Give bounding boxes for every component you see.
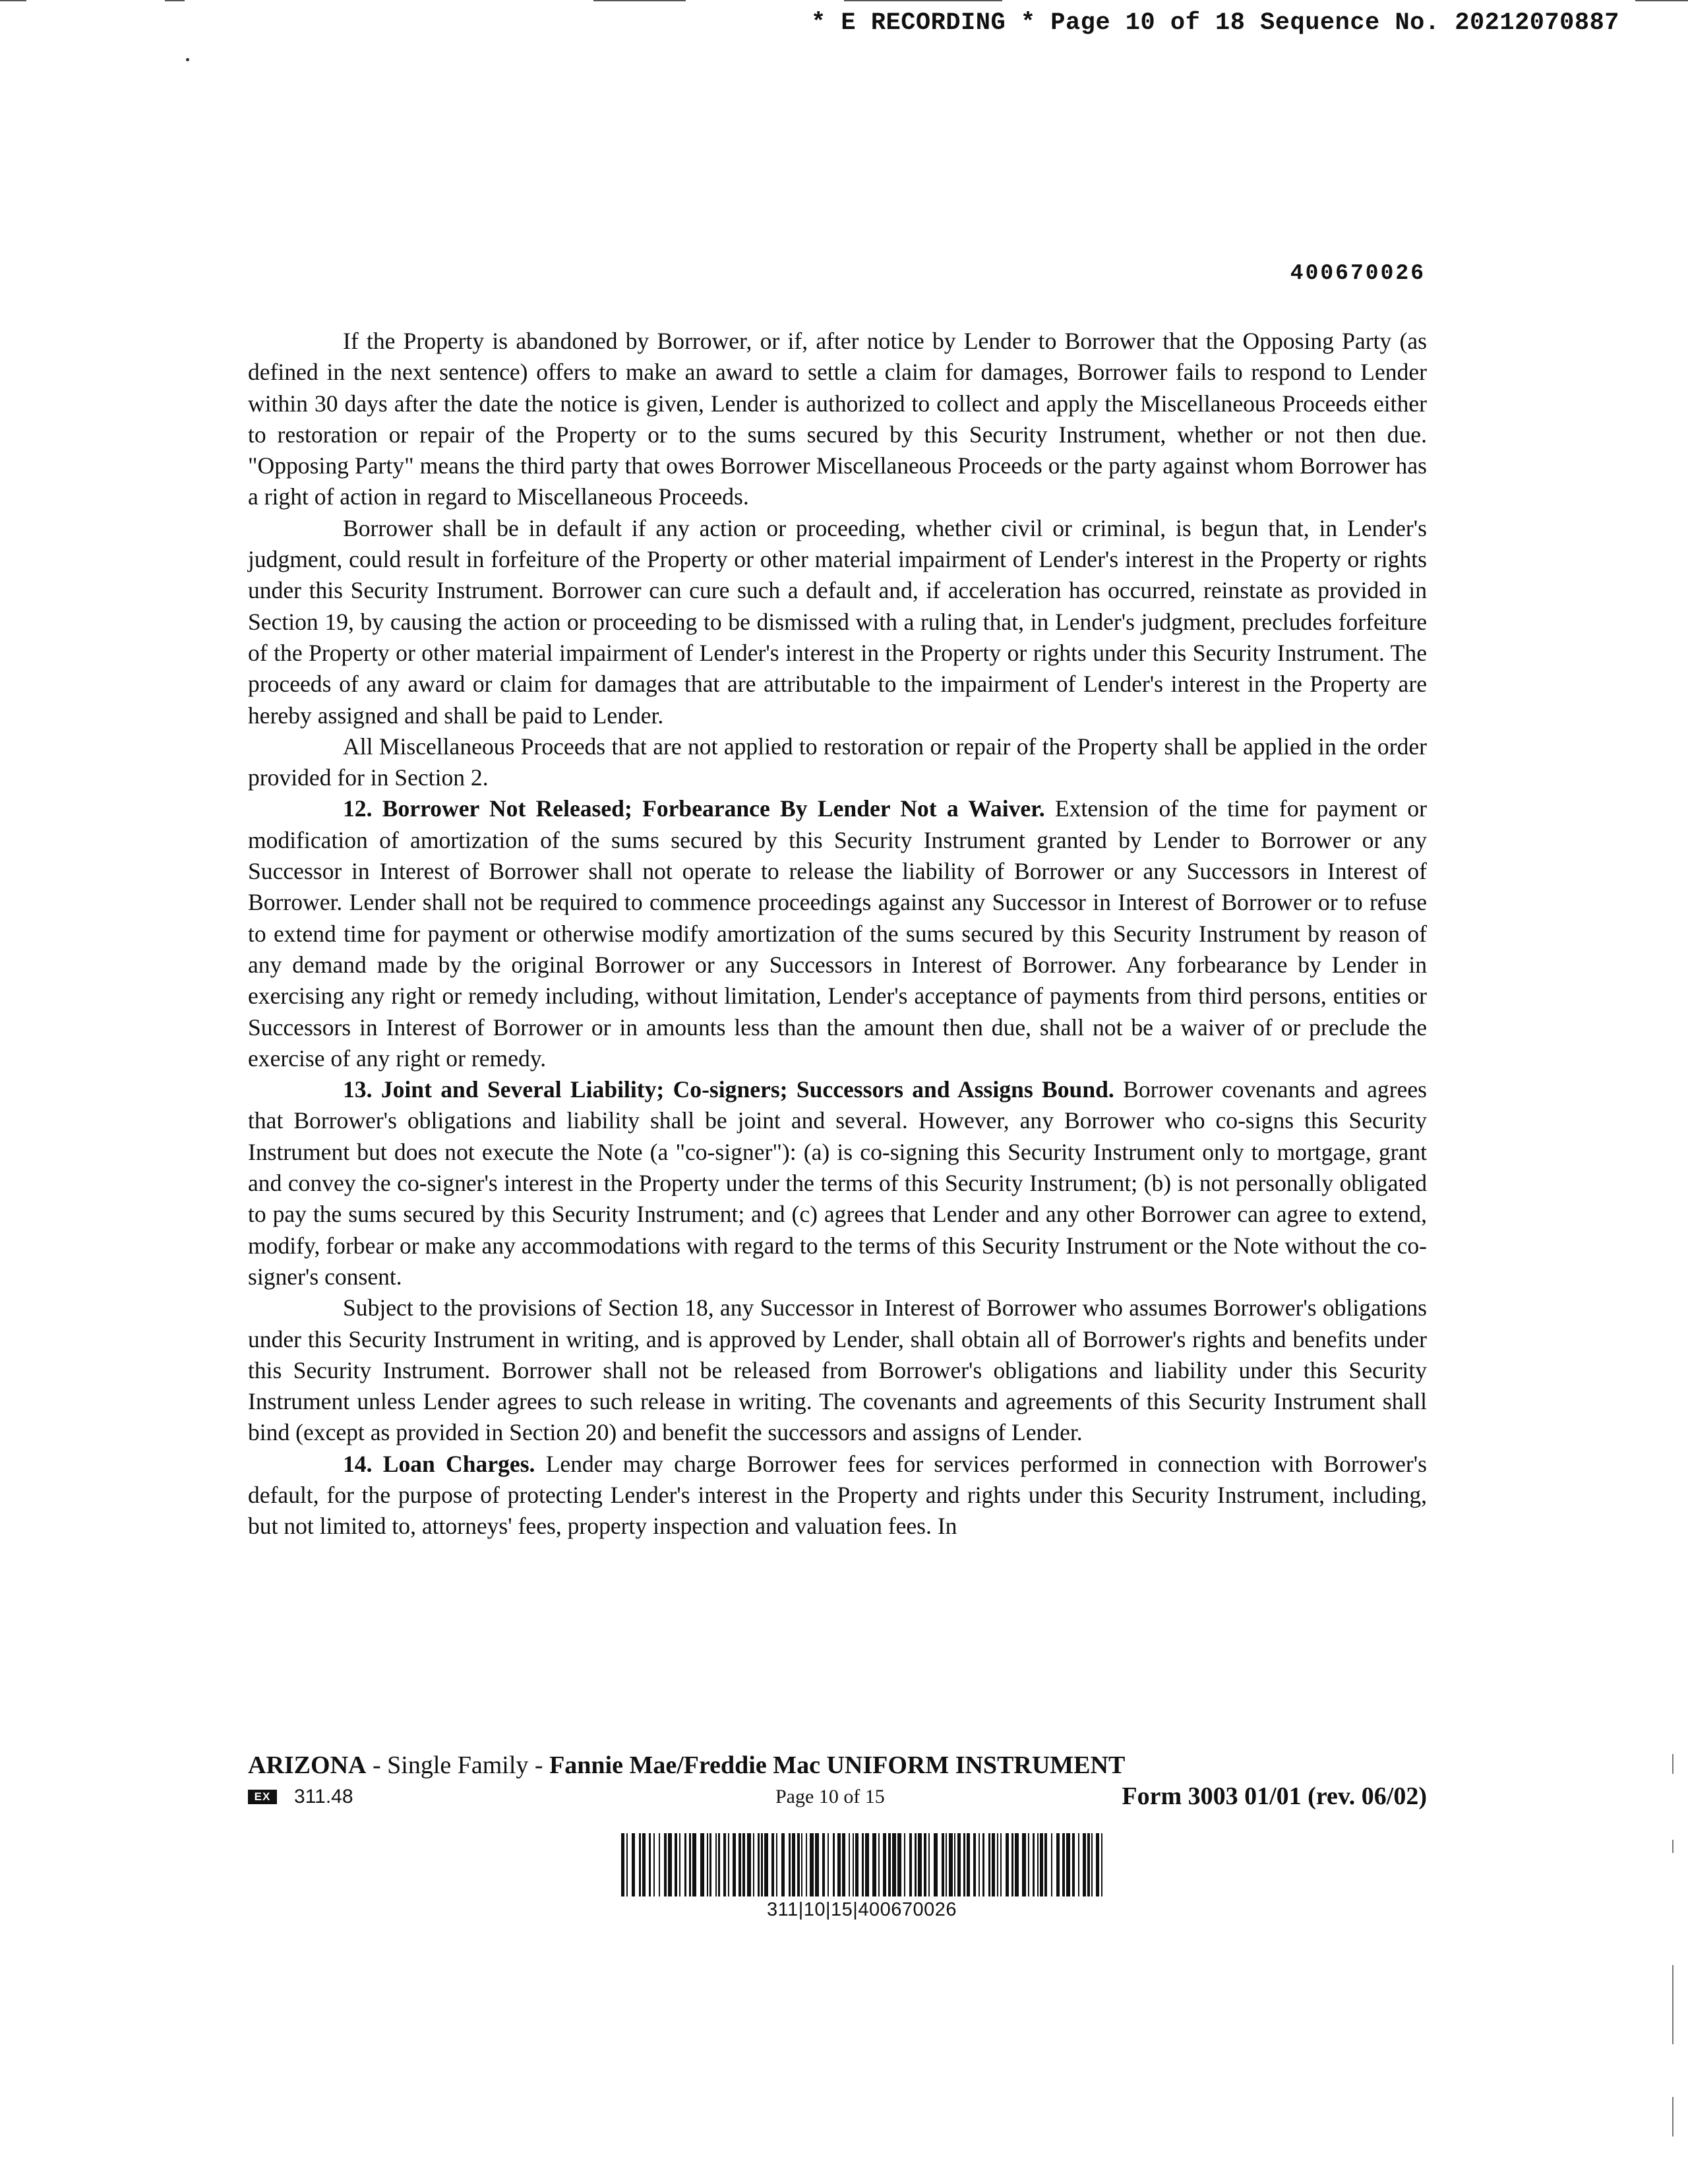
barcode-bar [853, 1833, 854, 1896]
barcode-bar [642, 1833, 646, 1896]
barcode-bar [781, 1833, 785, 1896]
barcode-bar [1101, 1833, 1102, 1896]
scan-speck [186, 58, 189, 61]
barcode-bar [1015, 1833, 1019, 1896]
barcode-bar [649, 1833, 651, 1896]
barcode-bar [753, 1833, 754, 1896]
barcode-bar [1056, 1833, 1060, 1896]
barcode-bar [715, 1833, 717, 1896]
barcode-bar [718, 1833, 720, 1896]
barcode-bar [758, 1833, 760, 1896]
barcode-bar [855, 1833, 859, 1896]
scan-artifact-line [1635, 0, 1688, 1]
paragraph-text: Lender may charge Borrower fees for services performed in connection with Borrower's default, for the purpose of protecting Lender's interest in the Property and rights under this Security Instrument, including, but not limited to, attorneys' fees, property inspection and valuation fees. In [248, 1450, 1428, 1540]
paragraph [248, 513, 1427, 731]
ex-logo: EX [248, 1790, 277, 1804]
barcode-bar [776, 1833, 777, 1896]
barcode-bar [789, 1833, 791, 1896]
paragraph-text: If the Property is abandoned by Borrower, or if, after notice by Lender to Borrower that the Opposing Party (as defined in the next sentence) offers to make an award to settle a claim for damages, Borrower fails to respond to Lender within 30 days after the date the notice is given, Lender is authorized to collect and apply the Miscellaneous Proceeds either to restoration or repair of the Property or to the sums secured by this Security Instrument, whether or not then due. "Opposing Party" means the third party that owes Borrower Miscellaneous Proceeds or the party against whom Borrower has a right of action in regard to Miscellaneous Proceeds. [248, 328, 1427, 510]
barcode-bar [792, 1833, 795, 1896]
footer-title [248, 1750, 1427, 1780]
barcode-bar [626, 1833, 628, 1896]
barcode-bar [897, 1833, 901, 1896]
section-heading: 12. Borrower Not Released; Forbearance By Lender Not a Waiver. [343, 795, 1045, 822]
barcode-bar [865, 1833, 869, 1896]
barcode-bar [747, 1833, 751, 1896]
barcode-bar [1000, 1833, 1002, 1896]
barcode-bar [1062, 1833, 1065, 1896]
barcode-bar [1096, 1833, 1099, 1896]
scan-artifact-mark [1672, 1965, 1673, 2044]
page-number: Page 10 of 15 [775, 1786, 885, 1807]
barcode-bar [1040, 1833, 1043, 1896]
paragraph [248, 1292, 1427, 1448]
section-heading: 13. Joint and Several Liability; Co-signers; Successors and Assigns Bound. [343, 1076, 1114, 1103]
barcode-bar [954, 1833, 955, 1896]
barcode-bar [679, 1833, 680, 1896]
barcode-bar [810, 1833, 814, 1896]
paragraph [248, 326, 1427, 513]
barcode-bar [738, 1833, 741, 1896]
scan-artifact-mark [1672, 1840, 1673, 1853]
barcode-bar [997, 1833, 998, 1896]
scan-artifact-line [844, 0, 1002, 1]
barcode-bar [668, 1833, 672, 1896]
paragraph [248, 1074, 1427, 1292]
barcode-bar [1087, 1833, 1090, 1896]
barcode-bar [828, 1833, 829, 1896]
barcode-bar [862, 1833, 864, 1896]
barcode-bar [664, 1833, 667, 1896]
barcode-bar [700, 1833, 704, 1896]
barcode-bar [967, 1833, 970, 1896]
barcode-bar [822, 1833, 825, 1896]
barcode-bar [707, 1833, 708, 1896]
loan-number: 400670026 [1290, 261, 1426, 286]
barcode-bar [639, 1833, 641, 1896]
recording-stamp: * E RECORDING * Page 10 of 18 Sequence No. 20212070887 [811, 9, 1619, 37]
barcode-bar [771, 1833, 774, 1896]
barcode-bar [1083, 1833, 1086, 1896]
barcode-bar [942, 1833, 944, 1896]
barcode-bar [1033, 1833, 1035, 1896]
barcode-bar [946, 1833, 947, 1896]
barcode-bar [988, 1833, 990, 1896]
barcode-bar [1091, 1833, 1093, 1896]
barcode-bar [684, 1833, 686, 1896]
barcode-bar [709, 1833, 711, 1896]
scan-artifact-mark [1672, 1754, 1673, 1774]
barcode-bar [837, 1833, 841, 1896]
barcode-bar [621, 1833, 624, 1896]
barcode-bar [992, 1833, 995, 1896]
barcode-bar [878, 1833, 880, 1896]
barcode-bar [904, 1833, 905, 1896]
barcode-bar [723, 1833, 726, 1896]
barcode-bar [1022, 1833, 1026, 1896]
barcode-bar [1006, 1833, 1009, 1896]
barcode-bar [728, 1833, 729, 1896]
barcode-bar [764, 1833, 768, 1896]
footer-separator: - Single Family - [366, 1751, 550, 1779]
form-footer [248, 1750, 1427, 1812]
form-code: 311.48 [294, 1786, 353, 1807]
barcode-bar [883, 1833, 886, 1896]
barcode-bar [963, 1833, 965, 1896]
scan-artifact-mark [1672, 2097, 1673, 2137]
barcode-bar [842, 1833, 845, 1896]
barcode-bar [675, 1833, 677, 1896]
paragraph-text: All Miscellaneous Proceeds that are not applied to restoration or repair of the Property shall be applied in the order provided for in Section 2. [248, 733, 1427, 791]
barcode-bar [924, 1833, 926, 1896]
barcode-bar [1011, 1833, 1013, 1896]
barcode-bar [872, 1833, 876, 1896]
barcode-bar [659, 1833, 660, 1896]
paragraph-text: Borrower covenants and agrees that Borrower's obligations and liability shall be joint and several. However, any Borrower who co-signs this Security Instrument but does not execute the Note (a "co-signer"): (a) is co-signing this Security Instrument only to mortgage, grant and convey the co-signer's interest in the Property under the terms of this Security Instrument; (b) is not personally obligated to pay the sums secured by this Security Instrument; and (c) agrees that Lender and any other Borrower can agree to extend, modify, forbear or make any accommodations with regard to the terms of this Security Instrument or the Note without the co-signer's consent. [248, 1076, 1428, 1290]
barcode-bar [849, 1833, 850, 1896]
barcode-bar [949, 1833, 953, 1896]
barcode-bar [806, 1833, 807, 1896]
paragraph [248, 1449, 1427, 1542]
barcode [621, 1833, 1102, 1921]
barcode-bar [979, 1833, 980, 1896]
barcode-bar [815, 1833, 819, 1896]
footer-issuer: Fannie Mae/Freddie Mac UNIFORM INSTRUMENT [549, 1751, 1126, 1779]
barcode-bar [892, 1833, 896, 1896]
barcode-bar [833, 1833, 835, 1896]
barcode-bar [742, 1833, 745, 1896]
barcode-bar [1066, 1833, 1070, 1896]
barcode-bar [918, 1833, 922, 1896]
barcode-bar [1051, 1833, 1052, 1896]
scan-artifact-line [0, 0, 26, 1]
barcode-bar [733, 1833, 736, 1896]
footer-meta [248, 1782, 1427, 1812]
barcode-text: 311|10|15|400670026 [766, 1899, 957, 1920]
barcode-bar [982, 1833, 984, 1896]
form-number: Form 3003 01/01 (rev. 06/02) [1122, 1782, 1427, 1810]
barcode-bar [689, 1833, 691, 1896]
barcode-bar [973, 1833, 976, 1896]
paragraph-text: Extension of the time for payment or modification of amortization of the sums secured by this Security Instrument granted by Lender to Borrower or any Successor in Interest of Borrower shall not operate to release the liability of Borrower or any Successors in Interest of Borrower. Lender shall not be required to commence proceedings against any Successor in Interest of Borrower or to refuse to extend time for payment or otherwise modify amortization of the sums secured by this Security Instrument by reason of any demand made by the original Borrower or any Successors in Interest of Borrower. Any forbearance by Lender in exercising any right or remedy including, without limitation, Lender's acceptance of payments from third persons, entities or Successors in Interest of Borrower or in amounts less than the amount then due, shall not be a waiver of or preclude the exercise of any right or remedy. [248, 795, 1428, 1072]
barcode-bar [928, 1833, 930, 1896]
barcode-bar [1078, 1833, 1079, 1896]
barcode-bar [1037, 1833, 1039, 1896]
barcode-bar [1072, 1833, 1075, 1896]
footer-state: ARIZONA [248, 1751, 367, 1779]
barcode-bar [797, 1833, 800, 1896]
barcode-bar [957, 1833, 961, 1896]
paragraph-text: Borrower shall be in default if any action or proceeding, whether civil or criminal, is begun that, in Lender's judgment, could result in forfeiture of the Property or other material impairment of Lender's interest in the Property or rights under this Security Instrument. Borrower can cure such a default and, if acceleration has occurred, reinstate as provided in Section 19, by causing the action or proceeding to be dismissed with a ruling that, in Lender's judgment, precludes forfeiture of the Property or other material impairment of Lender's interest in the Property or rights under this Security Instrument. The proceeds of any award or claim for damages that are attributable to the impairment of Lender's interest in the Property are hereby assigned and shall be paid to Lender. [248, 514, 1427, 729]
barcode-bar [909, 1833, 912, 1896]
barcode-bar [761, 1833, 763, 1896]
barcode-bar [915, 1833, 917, 1896]
barcode-bar [1028, 1833, 1029, 1896]
section-heading: 14. Loan Charges. [343, 1450, 535, 1477]
barcode-bar [632, 1833, 635, 1896]
barcode-bars [621, 1833, 1102, 1896]
scan-artifact-line [165, 0, 185, 1]
barcode-bar [692, 1833, 696, 1896]
document-body [248, 326, 1427, 1542]
scan-artifact-line [593, 0, 686, 1]
barcode-bar [934, 1833, 938, 1896]
paragraph [248, 731, 1427, 794]
barcode-bar [801, 1833, 802, 1896]
paragraph [248, 793, 1427, 1074]
barcode-bar [653, 1833, 655, 1896]
barcode-bar [888, 1833, 891, 1896]
paragraph-text: Subject to the provisions of Section 18, any Successor in Interest of Borrower who assumes Borrower's obligations under this Security Instrument in writing, and is approved by Lender, shall obtain all of Borrower's rights and benefits under this Security Instrument. Borrower shall not be released from Borrower's obligations and liability under this Security Instrument unless Lender agrees to such release in writing. The covenants and agreements of this Security Instrument shall bind (except as provided in Section 20) and benefit the successors and assigns of Lender. [248, 1294, 1427, 1446]
barcode-bar [1044, 1833, 1047, 1896]
